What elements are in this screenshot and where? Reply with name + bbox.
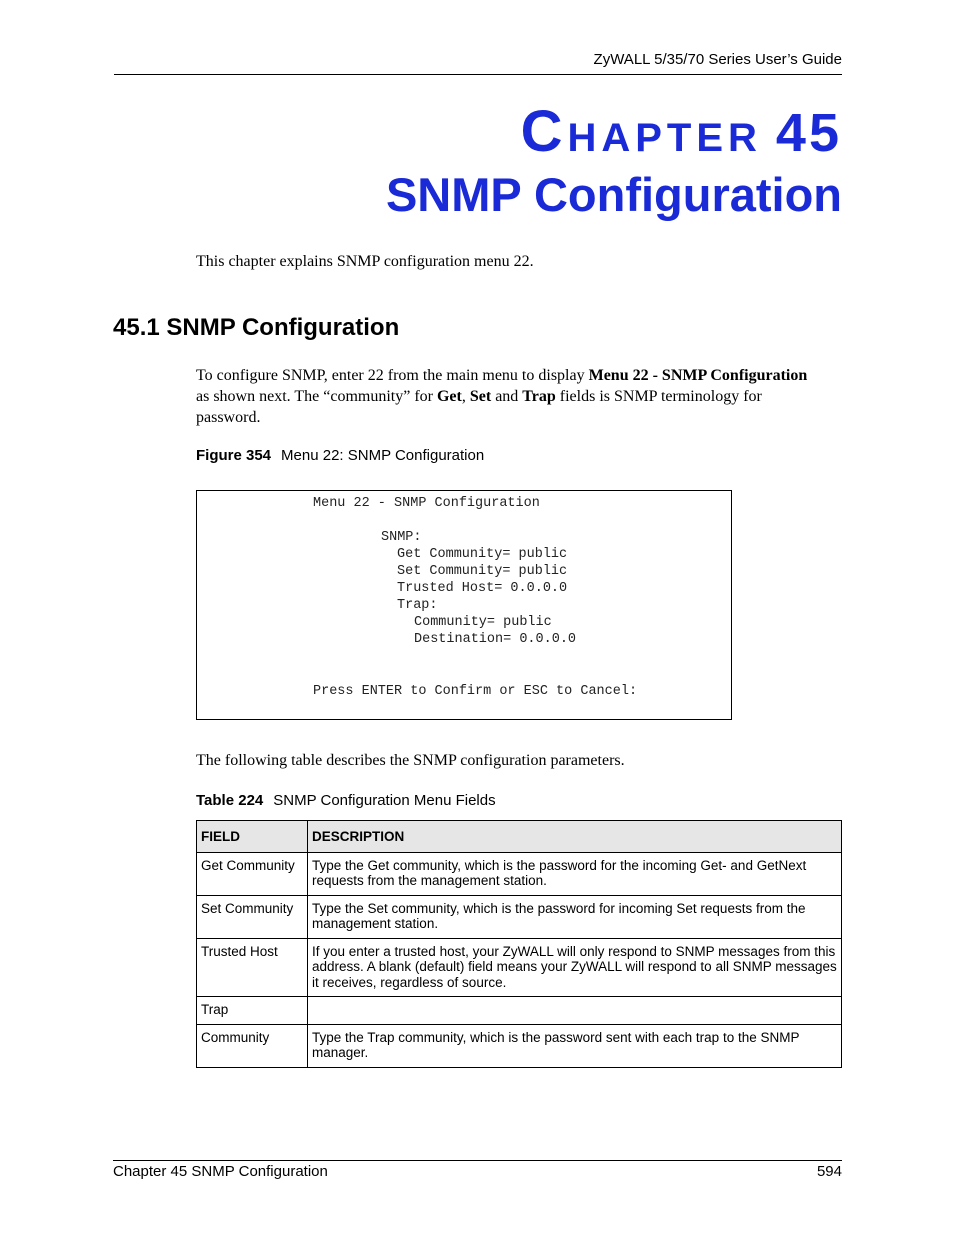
terminal-snmp-label: SNMP:: [381, 530, 422, 545]
field-cell: Trap: [197, 997, 308, 1025]
chapter-number-heading: [521, 100, 842, 164]
terminal-prompt: Press ENTER to Confirm or ESC to Cancel:: [313, 684, 638, 699]
chapter-title: SNMP Configuration: [385, 168, 842, 221]
field-cell: Set Community: [197, 895, 308, 938]
table-row: [197, 852, 842, 895]
header-rule: [114, 74, 842, 75]
chapter-number: 45: [775, 103, 842, 163]
footer-chapter-title: Chapter 45 SNMP Configuration: [113, 1163, 328, 1180]
field-cell: Trusted Host: [197, 938, 308, 997]
table-caption: [196, 791, 496, 811]
field-cell: Community: [197, 1024, 308, 1067]
table-row: [197, 938, 842, 997]
table-caption-text: SNMP Configuration Menu Fields: [273, 792, 496, 809]
terminal-trusted-host: Trusted Host= 0.0.0.0: [397, 581, 568, 596]
figure-caption: [196, 446, 484, 466]
figure-label: Figure 354: [196, 447, 272, 464]
running-header: ZyWALL 5/35/70 Series User’s Guide: [593, 51, 842, 68]
paragraph-run-bold: Set: [469, 388, 492, 405]
chapter-word-initial: C: [520, 99, 568, 164]
paragraph-run: fields is SNMP terminology for password.: [196, 388, 762, 426]
terminal-trap-destination: Destination= 0.0.0.0: [414, 632, 577, 647]
section-paragraph: [196, 365, 816, 428]
footer-rule: [113, 1160, 842, 1161]
terminal-set-community: Set Community= public: [397, 564, 568, 579]
field-cell: Get Community: [197, 852, 308, 895]
table-intro-paragraph: The following table describes the SNMP configuration parameters.: [196, 752, 625, 769]
paragraph-run-bold: Get: [436, 388, 462, 405]
description-cell: [308, 997, 842, 1025]
terminal-trap-label: Trap:: [397, 598, 438, 613]
table-label: Table 224: [196, 792, 264, 809]
section-heading: 45.1 SNMP Configuration: [113, 314, 400, 341]
header-field: FIELD: [197, 821, 308, 853]
table-row: [197, 1024, 842, 1067]
page-number: 594: [816, 1163, 842, 1180]
figure-caption-text: Menu 22: SNMP Configuration: [281, 447, 485, 464]
terminal-menu-title: Menu 22 - SNMP Configuration: [313, 496, 540, 511]
chapter-word-rest: HAPTER: [567, 116, 762, 160]
table-header-row: [197, 821, 842, 853]
description-cell: Type the Get community, which is the password for the incoming Get- and GetNext requests from the management station.: [308, 852, 842, 895]
paragraph-run: ,: [461, 388, 470, 405]
paragraph-run: as shown next. The “community” for: [196, 388, 437, 405]
header-description: DESCRIPTION: [308, 821, 842, 853]
paragraph-run: and: [491, 388, 523, 405]
terminal-screen: [196, 490, 732, 720]
intro-paragraph: This chapter explains SNMP configuration menu 22.: [196, 253, 534, 270]
description-cell: If you enter a trusted host, your ZyWALL will only respond to SNMP messages from this address. A blank (default) field means your ZyWALL will respond to all SNMP messages it receives, regardless of source.: [308, 938, 842, 997]
description-cell: Type the Set community, which is the password for incoming Set requests from the management station.: [308, 895, 842, 938]
terminal-trap-community: Community= public: [414, 615, 552, 630]
paragraph-run: To configure SNMP, enter 22 from the main menu to display: [196, 367, 589, 384]
table-row: [197, 997, 842, 1025]
fields-table: [196, 820, 842, 1068]
paragraph-run-bold: Menu 22 - SNMP Configuration: [588, 367, 808, 384]
paragraph-run-bold: Trap: [522, 388, 556, 405]
terminal-get-community: Get Community= public: [397, 547, 568, 562]
table-row: [197, 895, 842, 938]
description-cell: Type the Trap community, which is the password sent with each trap to the SNMP manager.: [308, 1024, 842, 1067]
